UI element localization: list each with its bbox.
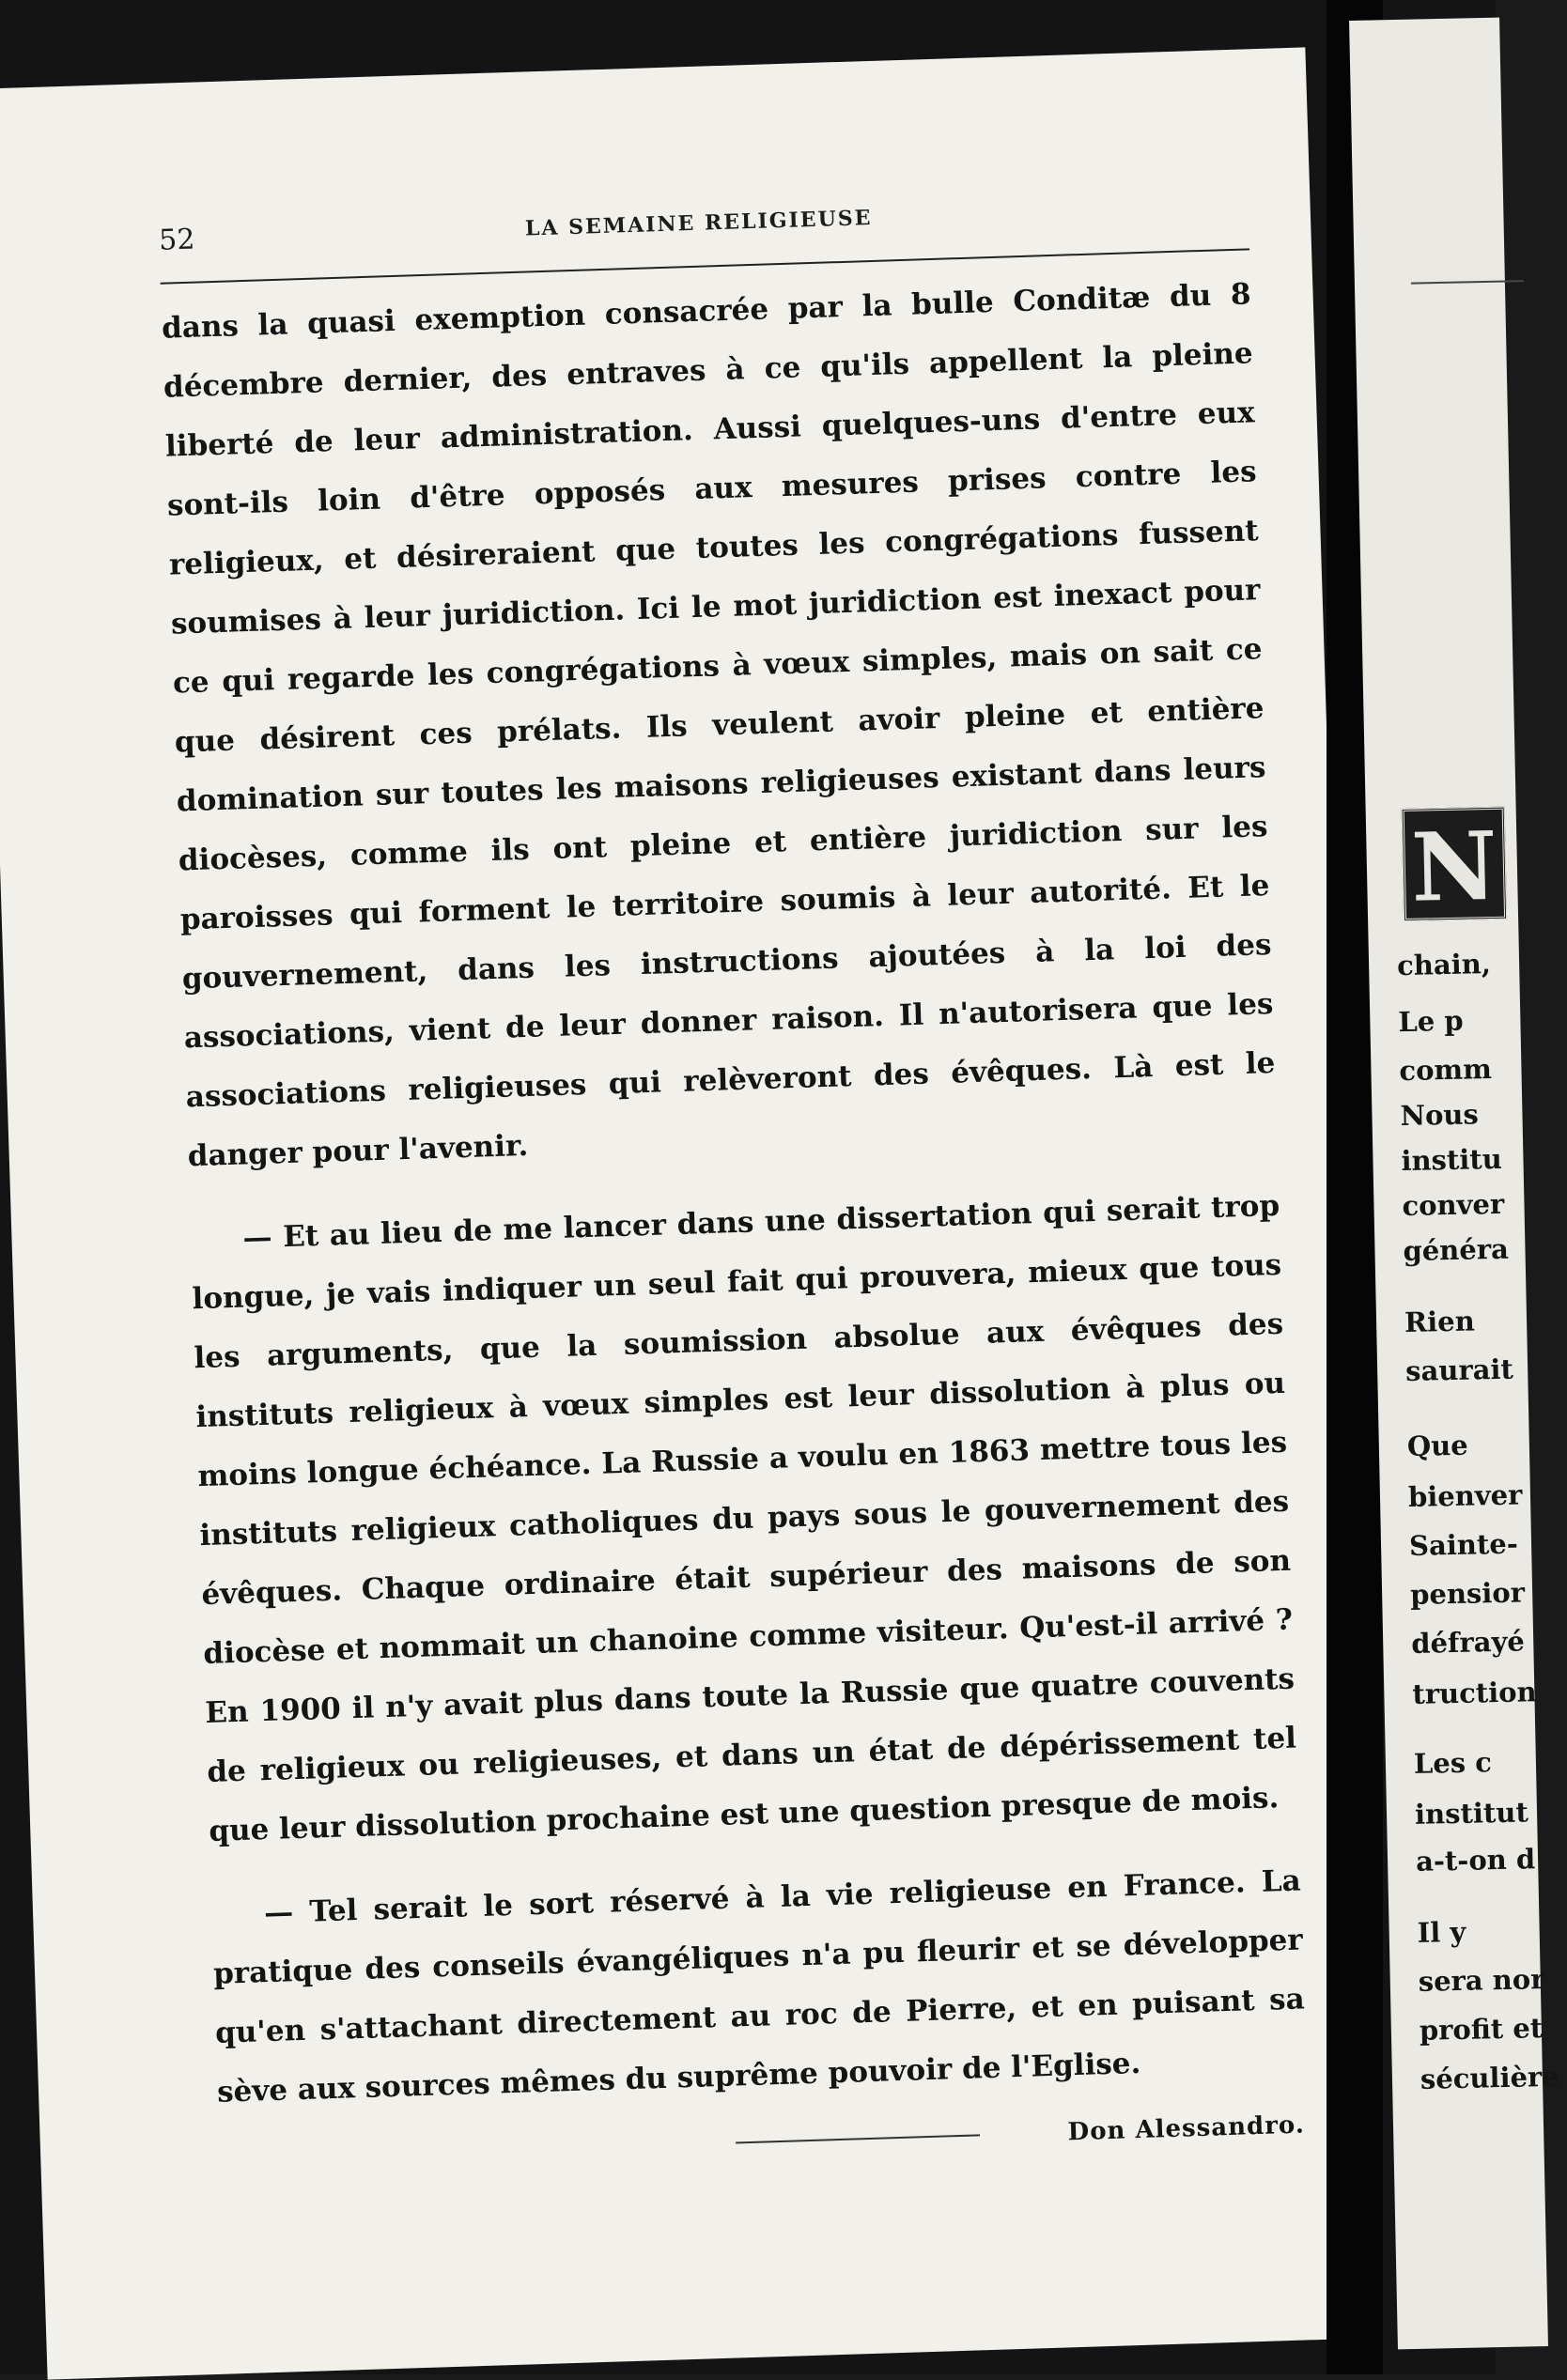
right-page-line: conver <box>1402 1187 1505 1223</box>
right-page-line: bienver <box>1407 1478 1523 1513</box>
right-page-line: généra <box>1403 1232 1510 1268</box>
right-page-line: Rien <box>1404 1305 1476 1339</box>
right-page-line: comm <box>1399 1053 1493 1088</box>
page-number: 52 <box>158 223 195 257</box>
right-page-line: Le p <box>1398 1004 1464 1039</box>
paragraph-1: dans la quasi exemption consacrée par la bulle Conditæ du 8 décembre dernier, des entraves à ce qu'ils appellent la pleine liberté de leur administration. Aussi quelques-uns d'entre eux sont-ils loin d'être opposés aux mesures prises contre les religieux, et désireraient que toutes les congrégations fussent soumises à leur juridiction. Ici le mot juridiction est inexact pour ce qui regarde les congrégations à vœux simples, mais on sait ce que désirent ces prélats. Ils veulent avoir pleine et entière domination sur toutes les maisons religieuses existant dans leurs diocèses, comme ils ont pleine et entière juridiction sur les paroisses qui forment le territoire soumis à leur autorité. Et le gouvernement, dans les instructions ajoutées à la loi des associations, vient de leur donner raison. Il n'autorisera que les associations religieuses qui relèveront des évêques. Là est le danger pour l'avenir. <box>161 277 1276 1174</box>
right-page-line: institut <box>1414 1796 1529 1831</box>
paragraph-3: — Tel serait le sort réservé à la vie religieuse en France. La pratique des conseils évangéliques n'a pu fleurir et se développer qu'en s'attachant directement au roc de Pierre, et en puisant sa sève aux sources mêmes du suprême pouvoir de l'Eglise. <box>212 1863 1306 2110</box>
right-page-line: institu <box>1401 1142 1503 1178</box>
right-page-line: Il y <box>1417 1915 1466 1949</box>
right-page-line: Sainte- <box>1408 1527 1519 1562</box>
paragraph-2: — Et au lieu de me lancer dans une dissertation qui serait trop longue, je vais indiquer un seul fait qui prouvera, mieux que tous les arguments, que la soumission absolue aux évêques des instituts religieux à vœux simples est leur dissolution à plus ou moins longue échéance. La Russie a voulu en 1863 mettre tous les instituts religieux catholiques du pays sous le gouvernement des évêques. Chaque ordinaire était supérieur des maisons de son diocèse et nommait un chanoine comme visiteur. Qu'est-il arrivé ? En 1900 il n'y avait plus dans toute la Russie que quatre couvents de religieux ou religieuses, et dans un état de dépérissement tel que leur dissolution prochaine est une question presque de mois. <box>192 1188 1297 1848</box>
right-page-header-rule <box>1411 280 1524 285</box>
right-page-line: chain, <box>1396 948 1492 982</box>
right-page-line: Nous <box>1400 1098 1480 1133</box>
right-page-line: sera nor <box>1418 1963 1545 1998</box>
article-body <box>161 265 1310 2188</box>
right-page-text <box>1396 947 1560 2095</box>
right-page-line: a-t-on d <box>1415 1843 1536 1878</box>
ornamental-drop-cap: N <box>1402 807 1507 921</box>
right-page-line: séculière <box>1420 2060 1560 2095</box>
right-page-line: Que <box>1406 1429 1468 1462</box>
right-page-line: défrayé <box>1410 1625 1526 1660</box>
page-header <box>158 180 1249 270</box>
running-title: LA SEMAINE RELIGIEUSE <box>524 205 873 241</box>
right-page-line: Les c <box>1413 1746 1493 1780</box>
right-page-line: truction <box>1412 1676 1537 1710</box>
right-page-line: saurait <box>1404 1352 1514 1387</box>
right-page-line: profit et <box>1419 2012 1544 2047</box>
right-page-line: pensior <box>1409 1576 1526 1611</box>
author-signature: Don Alessandro. <box>1067 2110 1306 2147</box>
left-page <box>0 47 1377 2379</box>
